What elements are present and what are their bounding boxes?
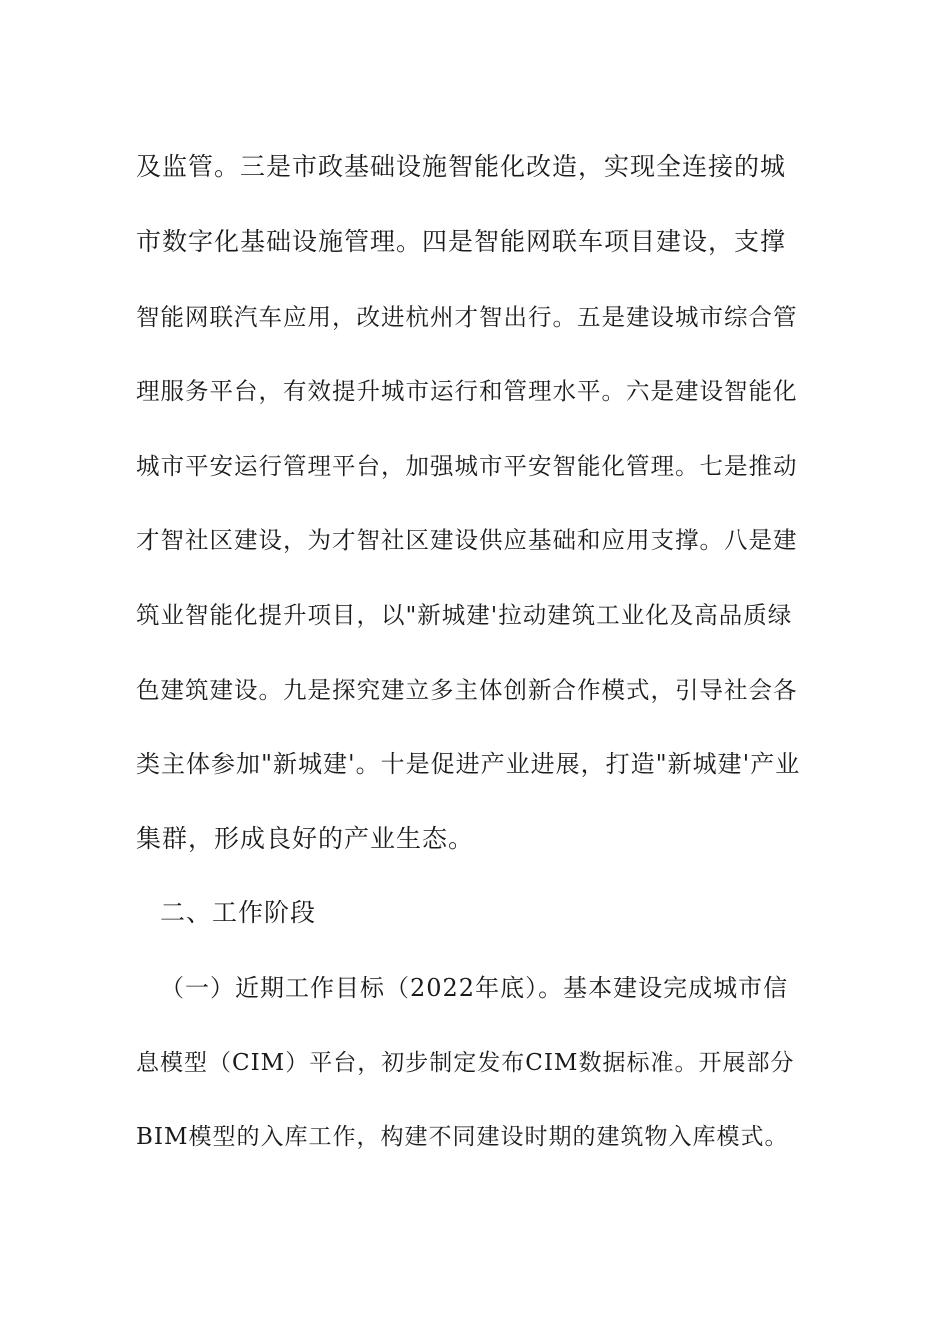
paragraph-line: 集群，形成良好的产业生态。 [136,824,475,853]
paragraph-line: 筑业智能化提升项目，以"新城建'拉动建筑工业化及高品质绿 [136,601,793,629]
paragraph-line: BIM模型的入库工作，构建不同建设时期的建筑物入库模式。 [136,1124,789,1150]
section-heading: 二、工作阶段 [160,898,317,927]
paragraph-line: 理服务平台，有效提升城市运行和管理水平。六是建设智能化 [136,377,798,405]
paragraph-line: 及监管。三是市政基础设施智能化改造，实现全连接的城 [136,152,787,181]
paragraph-line: 色建筑建设。九是探究建立多主体创新合作模式，引导社会各 [136,676,798,704]
paragraph-line: 市数字化基础设施管理。四是智能网联车项目建设，支撑 [136,227,787,256]
paragraph-line: （一）近期工作目标（2022年底）。基本建设完成城市信 [160,974,789,1002]
paragraph-line: 类主体参加"新城建'。十是促进产业进展，打造"新城建'产业 [136,750,801,778]
paragraph-line: 智能网联汽车应用，改进杭州才智出行。五是建设城市综合管 [136,303,798,331]
paragraph-line: 息模型（CIM）平台，初步制定发布CIM数据标准。开展部分 [136,1050,795,1076]
paragraph-line: 才智社区建设，为才智社区建设供应基础和应用支撑。八是建 [136,526,798,554]
paragraph-line: 城市平安运行管理平台，加强城市平安智能化管理。七是推动 [136,452,798,480]
